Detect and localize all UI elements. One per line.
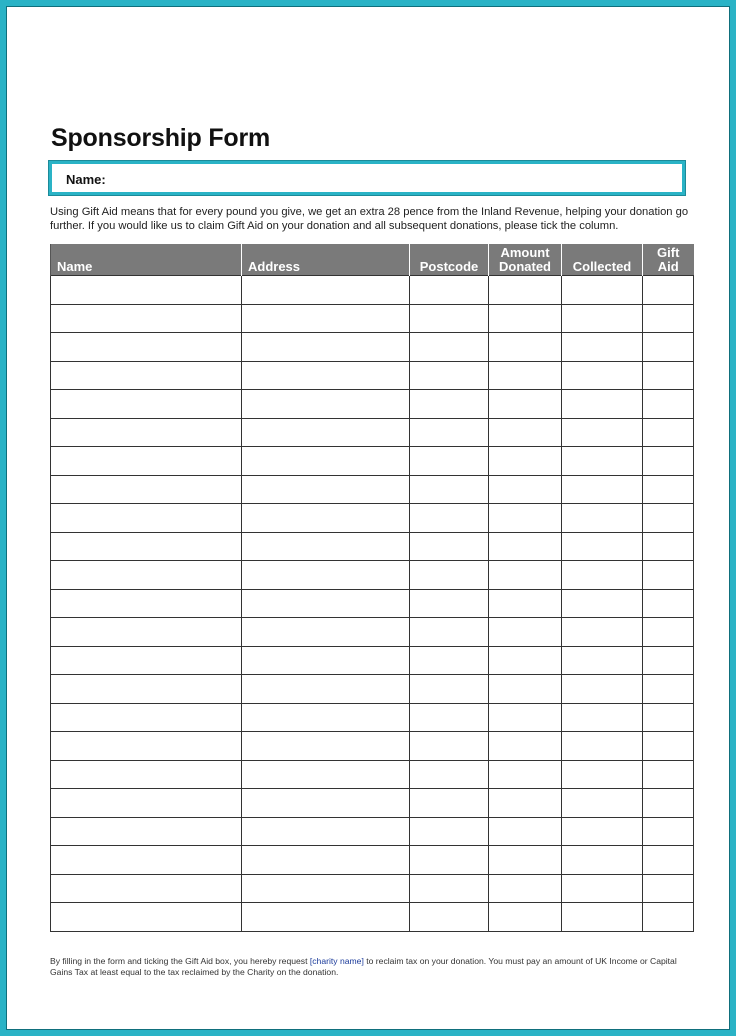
name-field[interactable] <box>48 160 686 196</box>
cell-name[interactable] <box>51 447 242 476</box>
cell-postcode[interactable] <box>410 304 489 333</box>
table-row <box>51 618 694 647</box>
cell-gift-aid[interactable] <box>643 846 694 875</box>
cell-address[interactable] <box>242 903 410 932</box>
cell-amount-donated[interactable] <box>489 703 562 732</box>
cell-amount-donated[interactable] <box>489 390 562 419</box>
table-row <box>51 276 694 305</box>
cell-gift-aid[interactable] <box>643 276 694 305</box>
cell-amount-donated[interactable] <box>489 646 562 675</box>
cell-name[interactable] <box>51 874 242 903</box>
cell-name[interactable] <box>51 276 242 305</box>
cell-collected[interactable] <box>562 504 643 533</box>
table-row <box>51 760 694 789</box>
cell-postcode[interactable] <box>410 333 489 362</box>
cell-gift-aid[interactable] <box>643 390 694 419</box>
cell-postcode[interactable] <box>410 760 489 789</box>
cell-postcode[interactable] <box>410 874 489 903</box>
cell-postcode[interactable] <box>410 532 489 561</box>
cell-collected[interactable] <box>562 418 643 447</box>
cell-name[interactable] <box>51 418 242 447</box>
cell-address[interactable] <box>242 561 410 590</box>
cell-collected[interactable] <box>562 817 643 846</box>
cell-gift-aid[interactable] <box>643 589 694 618</box>
declaration-text-start: By filling in the form and ticking the Gift Aid box, you hereby request <box>50 956 310 966</box>
cell-gift-aid[interactable] <box>643 561 694 590</box>
cell-collected[interactable] <box>562 760 643 789</box>
column-header-collected: Collected <box>562 244 643 276</box>
cell-name[interactable] <box>51 817 242 846</box>
cell-address[interactable] <box>242 646 410 675</box>
cell-gift-aid[interactable] <box>643 447 694 476</box>
cell-postcode[interactable] <box>410 817 489 846</box>
gift-aid-declaration <box>50 956 700 978</box>
table-row <box>51 447 694 476</box>
cell-collected[interactable] <box>562 390 643 419</box>
cell-gift-aid[interactable] <box>643 361 694 390</box>
cell-amount-donated[interactable] <box>489 447 562 476</box>
cell-postcode[interactable] <box>410 675 489 704</box>
table-row <box>51 675 694 704</box>
cell-address[interactable] <box>242 418 410 447</box>
table-row <box>51 333 694 362</box>
cell-postcode[interactable] <box>410 618 489 647</box>
charity-name-placeholder: [charity name] <box>309 956 364 966</box>
cell-name[interactable] <box>51 675 242 704</box>
cell-address[interactable] <box>242 789 410 818</box>
cell-collected[interactable] <box>562 703 643 732</box>
cell-gift-aid[interactable] <box>643 675 694 704</box>
cell-postcode[interactable] <box>410 504 489 533</box>
cell-postcode[interactable] <box>410 447 489 476</box>
cell-amount-donated[interactable] <box>489 561 562 590</box>
cell-collected[interactable] <box>562 732 643 761</box>
cell-postcode[interactable] <box>410 418 489 447</box>
cell-name[interactable] <box>51 304 242 333</box>
cell-name[interactable] <box>51 618 242 647</box>
table-row <box>51 903 694 932</box>
cell-gift-aid[interactable] <box>643 618 694 647</box>
cell-name[interactable] <box>51 732 242 761</box>
cell-amount-donated[interactable] <box>489 846 562 875</box>
cell-collected[interactable] <box>562 333 643 362</box>
cell-collected[interactable] <box>562 276 643 305</box>
declaration-text-end: to reclaim tax on your donation. You must pay an amount of UK Income or Capital Gains Tax at least equal to the tax reclaimed by the Charity on the donation. <box>50 956 677 977</box>
cell-address[interactable] <box>242 589 410 618</box>
column-header-postcode: Postcode <box>410 244 489 276</box>
cell-amount-donated[interactable] <box>489 333 562 362</box>
cell-amount-donated[interactable] <box>489 760 562 789</box>
name-label: Name: <box>66 172 106 187</box>
cell-address[interactable] <box>242 846 410 875</box>
column-header-name: Name <box>51 244 242 276</box>
cell-amount-donated[interactable] <box>489 675 562 704</box>
cell-amount-donated[interactable] <box>489 732 562 761</box>
cell-name[interactable] <box>51 903 242 932</box>
cell-postcode[interactable] <box>410 903 489 932</box>
cell-amount-donated[interactable] <box>489 276 562 305</box>
cell-collected[interactable] <box>562 475 643 504</box>
table-row <box>51 361 694 390</box>
column-header-address: Address <box>242 244 410 276</box>
cell-address[interactable] <box>242 618 410 647</box>
gift-aid-intro: Using Gift Aid means that for every pound you give, we get an extra 28 pence from the Inland Revenue, helping your donation go further. If you would like us to claim Gift Aid on your donation and all subsequent donations, please tick the column. <box>50 206 689 232</box>
cell-collected[interactable] <box>562 618 643 647</box>
cell-name[interactable] <box>51 504 242 533</box>
cell-gift-aid[interactable] <box>643 789 694 818</box>
cell-collected[interactable] <box>562 874 643 903</box>
cell-collected[interactable] <box>562 589 643 618</box>
cell-postcode[interactable] <box>410 789 489 818</box>
cell-amount-donated[interactable] <box>489 789 562 818</box>
cell-name[interactable] <box>51 646 242 675</box>
cell-amount-donated[interactable] <box>489 504 562 533</box>
table-row <box>51 304 694 333</box>
cell-amount-donated[interactable] <box>489 532 562 561</box>
cell-name[interactable] <box>51 760 242 789</box>
cell-amount-donated[interactable] <box>489 304 562 333</box>
cell-postcode[interactable] <box>410 703 489 732</box>
table-row <box>51 846 694 875</box>
cell-gift-aid[interactable] <box>643 732 694 761</box>
table-row <box>51 874 694 903</box>
cell-address[interactable] <box>242 675 410 704</box>
cell-amount-donated[interactable] <box>489 874 562 903</box>
cell-gift-aid[interactable] <box>643 475 694 504</box>
cell-address[interactable] <box>242 817 410 846</box>
cell-collected[interactable] <box>562 675 643 704</box>
cell-amount-donated[interactable] <box>489 903 562 932</box>
cell-collected[interactable] <box>562 447 643 476</box>
cell-gift-aid[interactable] <box>643 874 694 903</box>
cell-postcode[interactable] <box>410 276 489 305</box>
cell-name[interactable] <box>51 561 242 590</box>
cell-gift-aid[interactable] <box>643 504 694 533</box>
cell-postcode[interactable] <box>410 589 489 618</box>
table-row <box>51 390 694 419</box>
table-row <box>51 504 694 533</box>
cell-address[interactable] <box>242 703 410 732</box>
cell-collected[interactable] <box>562 304 643 333</box>
table-row <box>51 475 694 504</box>
cell-amount-donated[interactable] <box>489 418 562 447</box>
cell-amount-donated[interactable] <box>489 475 562 504</box>
cell-gift-aid[interactable] <box>643 903 694 932</box>
cell-collected[interactable] <box>562 561 643 590</box>
cell-collected[interactable] <box>562 361 643 390</box>
table-row <box>51 646 694 675</box>
table-body <box>51 276 694 932</box>
table-row <box>51 561 694 590</box>
cell-name[interactable] <box>51 589 242 618</box>
cell-gift-aid[interactable] <box>643 418 694 447</box>
cell-name[interactable] <box>51 475 242 504</box>
cell-collected[interactable] <box>562 789 643 818</box>
cell-address[interactable] <box>242 447 410 476</box>
cell-address[interactable] <box>242 333 410 362</box>
cell-postcode[interactable] <box>410 646 489 675</box>
cell-collected[interactable] <box>562 646 643 675</box>
cell-address[interactable] <box>242 760 410 789</box>
column-header-gift-aid: Gift Aid <box>643 244 694 276</box>
cell-address[interactable] <box>242 504 410 533</box>
table-row <box>51 789 694 818</box>
cell-postcode[interactable] <box>410 475 489 504</box>
cell-gift-aid[interactable] <box>643 760 694 789</box>
cell-name[interactable] <box>51 846 242 875</box>
cell-gift-aid[interactable] <box>643 333 694 362</box>
column-header-amount-donated: Amount Donated <box>489 244 562 276</box>
cell-collected[interactable] <box>562 532 643 561</box>
table-row <box>51 703 694 732</box>
cell-address[interactable] <box>242 304 410 333</box>
cell-collected[interactable] <box>562 903 643 932</box>
table-row <box>51 817 694 846</box>
cell-amount-donated[interactable] <box>489 589 562 618</box>
sponsor-table <box>50 244 694 932</box>
cell-address[interactable] <box>242 475 410 504</box>
cell-amount-donated[interactable] <box>489 618 562 647</box>
cell-name[interactable] <box>51 532 242 561</box>
cell-gift-aid[interactable] <box>643 703 694 732</box>
cell-gift-aid[interactable] <box>643 817 694 846</box>
cell-gift-aid[interactable] <box>643 304 694 333</box>
cell-address[interactable] <box>242 361 410 390</box>
cell-postcode[interactable] <box>410 390 489 419</box>
table-row <box>51 418 694 447</box>
cell-address[interactable] <box>242 390 410 419</box>
document-page <box>6 6 730 1030</box>
cell-name[interactable] <box>51 361 242 390</box>
cell-name[interactable] <box>51 390 242 419</box>
cell-address[interactable] <box>242 874 410 903</box>
cell-gift-aid[interactable] <box>643 646 694 675</box>
cell-postcode[interactable] <box>410 361 489 390</box>
cell-postcode[interactable] <box>410 846 489 875</box>
table-header-row <box>51 244 694 276</box>
table-row <box>51 732 694 761</box>
cell-gift-aid[interactable] <box>643 532 694 561</box>
cell-address[interactable] <box>242 532 410 561</box>
cell-postcode[interactable] <box>410 561 489 590</box>
table-row <box>51 532 694 561</box>
cell-postcode[interactable] <box>410 732 489 761</box>
cell-address[interactable] <box>242 276 410 305</box>
cell-amount-donated[interactable] <box>489 361 562 390</box>
cell-name[interactable] <box>51 703 242 732</box>
table-row <box>51 589 694 618</box>
cell-collected[interactable] <box>562 846 643 875</box>
page-title: Sponsorship Form <box>51 124 271 152</box>
cell-name[interactable] <box>51 789 242 818</box>
cell-name[interactable] <box>51 333 242 362</box>
cell-amount-donated[interactable] <box>489 817 562 846</box>
cell-address[interactable] <box>242 732 410 761</box>
